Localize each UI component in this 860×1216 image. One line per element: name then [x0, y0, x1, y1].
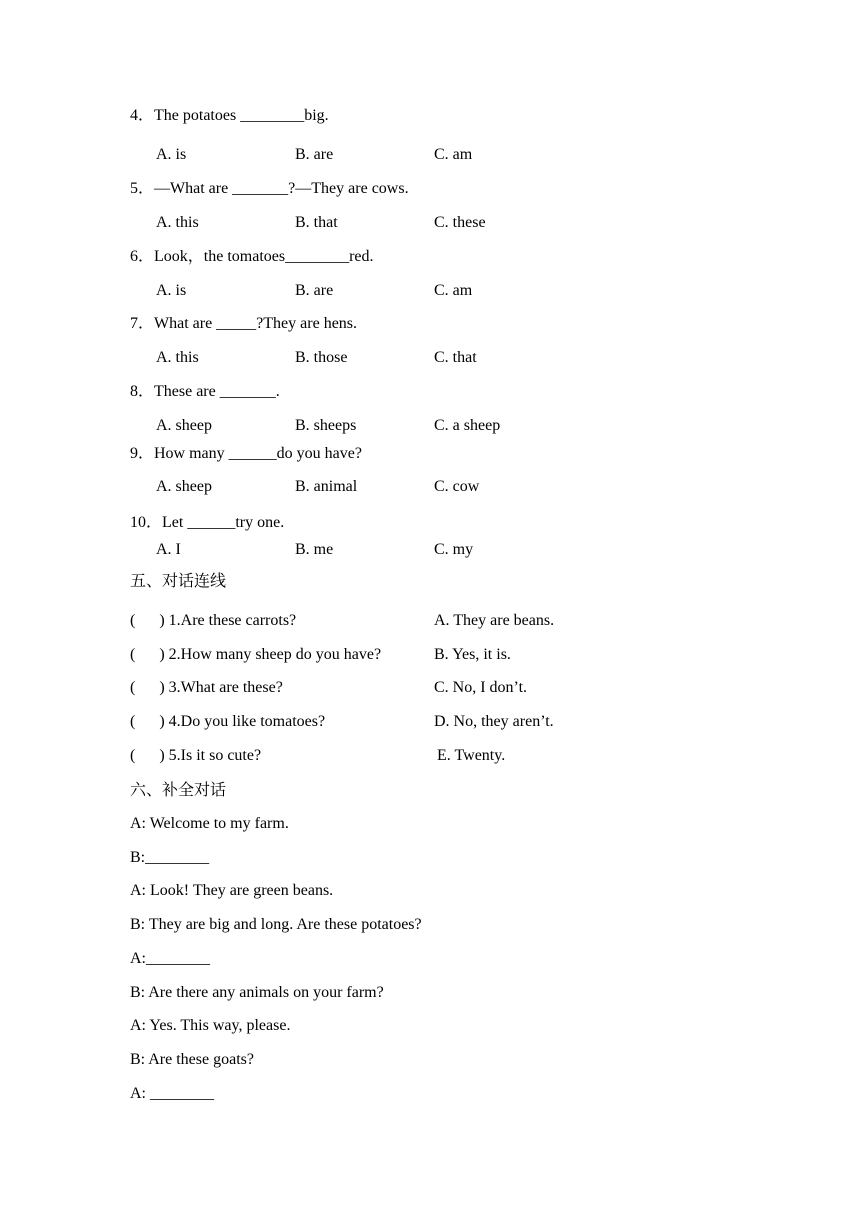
- match-left-4: ( ) 4.Do you like tomatoes?: [130, 713, 326, 730]
- question-9-stem: 9．How many ______do you have?: [130, 445, 362, 462]
- match-left-5: ( ) 5.Is it so cute?: [130, 747, 262, 764]
- dialogue-line-5: A:________: [130, 950, 210, 967]
- question-4-option-c: C. am: [434, 146, 473, 163]
- dialogue-line-8: B: Are these goats?: [130, 1051, 254, 1068]
- question-5-option-a: A. this: [156, 214, 199, 231]
- question-4-option-a: A. is: [156, 146, 187, 163]
- match-right-a: A. They are beans.: [434, 612, 555, 629]
- dialogue-line-9: A: ________: [130, 1085, 214, 1102]
- section-6-title: 六、补全对话: [130, 780, 227, 799]
- section-5-title: 五、对话连线: [130, 571, 227, 590]
- question-10-option-b: B. me: [295, 541, 334, 558]
- question-6-option-b: B. are: [295, 282, 334, 299]
- question-10-stem: 10．Let ______try one.: [130, 514, 285, 531]
- question-4-stem: 4．The potatoes ________big.: [130, 107, 329, 124]
- question-5-option-b: B. that: [295, 214, 338, 231]
- match-left-1: ( ) 1.Are these carrots?: [130, 612, 297, 629]
- match-left-2: ( ) 2.How many sheep do you have?: [130, 646, 382, 663]
- match-right-e: E. Twenty.: [437, 747, 506, 764]
- question-9-option-b: B. animal: [295, 478, 358, 495]
- match-left-3: ( ) 3.What are these?: [130, 679, 283, 696]
- question-8-option-a: A. sheep: [156, 417, 212, 434]
- question-7-stem: 7．What are _____?They are hens.: [130, 315, 358, 332]
- question-8-stem: 8．These are _______.: [130, 383, 280, 400]
- dialogue-line-3: A: Look! They are green beans.: [130, 882, 334, 899]
- question-6-option-a: A. is: [156, 282, 187, 299]
- question-6-option-c: C. am: [434, 282, 473, 299]
- question-9-option-a: A. sheep: [156, 478, 212, 495]
- dialogue-line-4: B: They are big and long. Are these potatoes?: [130, 916, 422, 933]
- question-10-option-a: A. I: [156, 541, 181, 558]
- question-6-stem: 6．Look，the tomatoes________red.: [130, 248, 374, 265]
- question-8-option-b: B. sheeps: [295, 417, 357, 434]
- dialogue-line-2: B:________: [130, 849, 210, 866]
- dialogue-line-6: B: Are there any animals on your farm?: [130, 984, 384, 1001]
- question-5-option-c: C. these: [434, 214, 486, 231]
- question-10-option-c: C. my: [434, 541, 474, 558]
- question-8-option-c: C. a sheep: [434, 417, 501, 434]
- match-right-c: C. No, I don’t.: [434, 679, 528, 696]
- match-right-d: D. No, they aren’t.: [434, 713, 554, 730]
- question-9-option-c: C. cow: [434, 478, 480, 495]
- match-right-b: B. Yes, it is.: [434, 646, 511, 663]
- question-7-option-b: B. those: [295, 349, 348, 366]
- dialogue-line-1: A: Welcome to my farm.: [130, 815, 289, 832]
- question-5-stem: 5．—What are _______?—They are cows.: [130, 180, 409, 197]
- question-7-option-a: A. this: [156, 349, 199, 366]
- dialogue-line-7: A: Yes. This way, please.: [130, 1017, 291, 1034]
- question-7-option-c: C. that: [434, 349, 477, 366]
- question-4-option-b: B. are: [295, 146, 334, 163]
